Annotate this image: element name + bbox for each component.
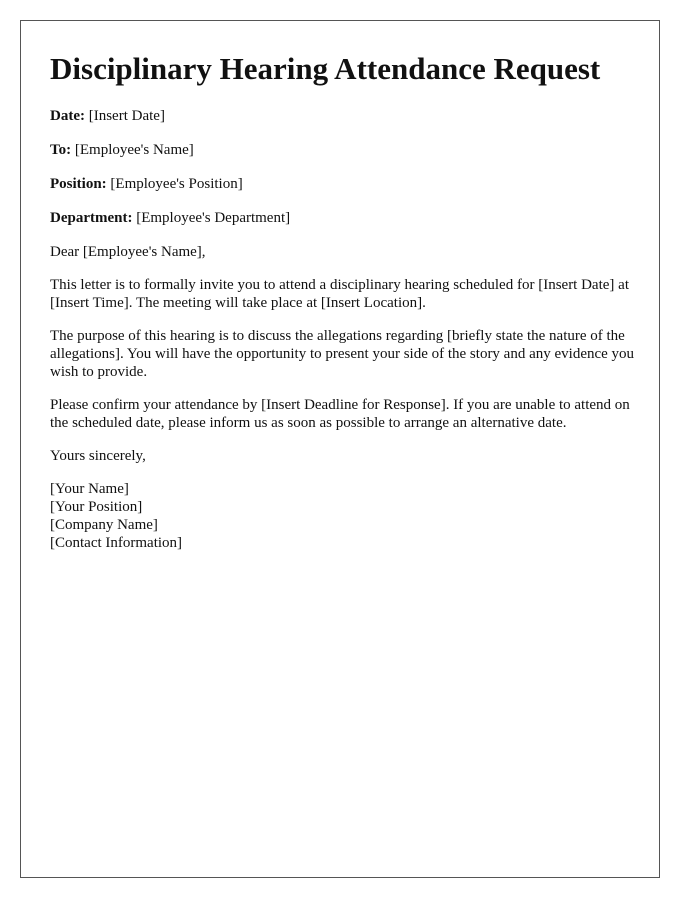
date-field — [50, 107, 635, 126]
paragraph-purpose: The purpose of this hearing is to discuss the allegations regarding [briefly state the nature of the allegations]. You will have the opportunity to present your side of the story and any evidence you wish to provide. — [50, 328, 635, 380]
signature-position: [Your Position] — [50, 499, 143, 515]
position-value: [Employee's Position] — [110, 176, 243, 192]
date-label: Date: — [50, 108, 85, 124]
department-field — [50, 209, 635, 228]
position-label: Position: — [50, 176, 107, 192]
to-value: [Employee's Name] — [74, 142, 194, 158]
letter-page — [20, 20, 660, 878]
date-value: [Insert Date] — [88, 108, 165, 124]
letter-title: Disciplinary Hearing Attendance Request — [50, 51, 601, 86]
department-label: Department: — [50, 210, 133, 226]
closing: Yours sincerely, — [50, 448, 146, 464]
signature-block — [50, 480, 635, 552]
letter-content — [50, 51, 635, 552]
salutation: Dear [Employee's Name], — [50, 244, 206, 260]
signature-name: [Your Name] — [50, 481, 129, 497]
to-field — [50, 141, 635, 160]
signature-contact: [Contact Information] — [50, 535, 183, 551]
to-label: To: — [50, 142, 72, 158]
department-value: [Employee's Department] — [136, 210, 291, 226]
position-field — [50, 175, 635, 194]
signature-company: [Company Name] — [50, 517, 158, 533]
paragraph-invitation: This letter is to formally invite you to attend a disciplinary hearing scheduled for [Insert Date] at [Insert Time]. The meeting will take place at [Insert Location]. — [50, 277, 629, 311]
paragraph-confirmation: Please confirm your attendance by [Insert Deadline for Response]. If you are unable to attend on the scheduled date, please inform us as soon as possible to arrange an alternative date. — [50, 397, 630, 431]
